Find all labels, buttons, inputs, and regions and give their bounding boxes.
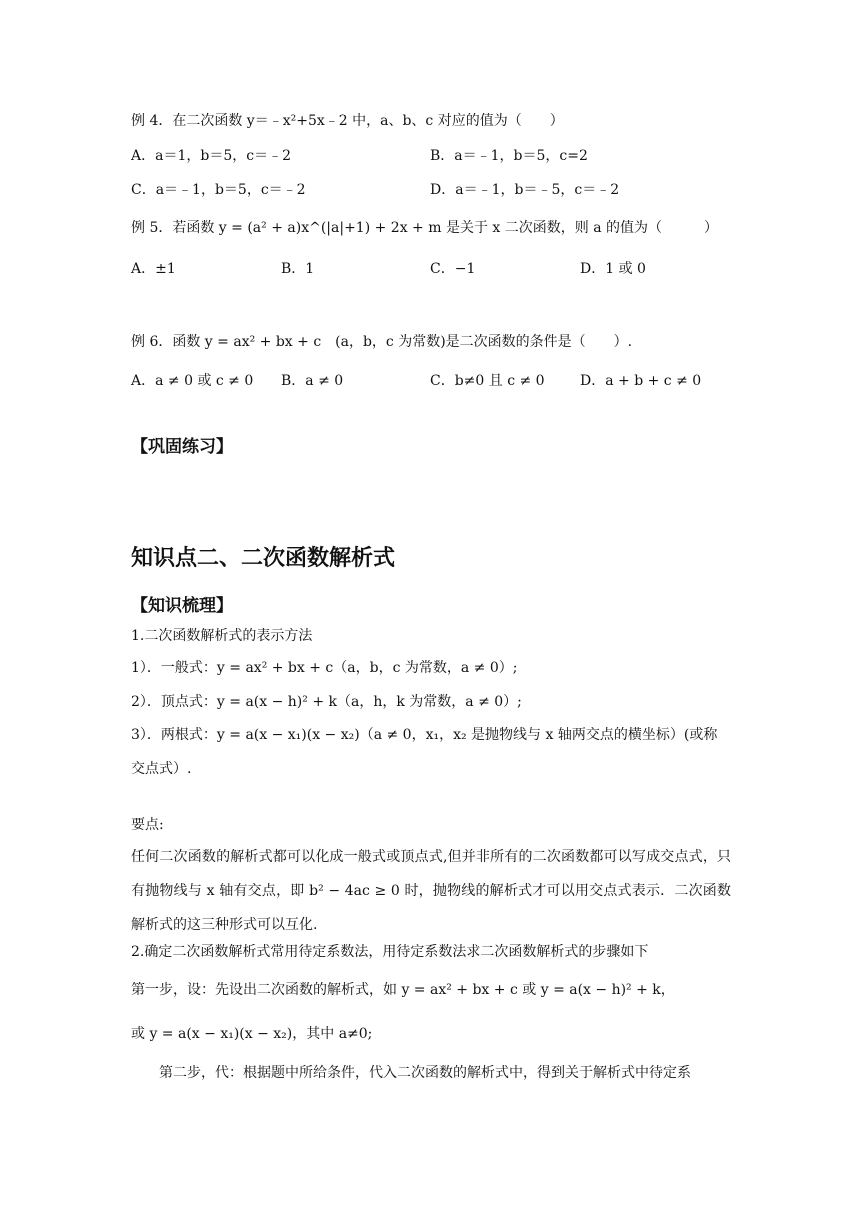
practice-heading: 【巩固练习】 bbox=[131, 437, 233, 457]
example-4-option-a: A．a＝1，b＝5，c＝﹣2 bbox=[131, 148, 291, 164]
example-5-option-d: D．1 或 0 bbox=[580, 261, 646, 277]
key-points-label: 要点: bbox=[131, 817, 164, 833]
step-1-line-1: 第一步，设：先设出二次函数的解析式，如 y = ax² + bx + c 或 y = a(x − h)² + k， bbox=[131, 982, 675, 998]
example-6-question: 例 6．函数 y = ax² + bx + c (a，b，c 为常数)是二次函数的条件是（ ）. bbox=[131, 334, 633, 350]
key-points-text: 任何二次函数的解析式都可以化成一般式或顶点式,但并非所有的二次函数都可以写成交点式，只有抛物线与 x 轴有交点，即 b² − 4ac ≥ 0 时，抛物线的解析式才可以用交点式表示．二次函数解析式的这三种形式可以互化. bbox=[131, 849, 731, 933]
item-1-vertex-form: 2）．顶点式：y = a(x − h)² + k（a，h，k 为常数，a ≠ 0）; bbox=[131, 694, 522, 710]
section-title: 知识点二、二次函数解析式 bbox=[131, 546, 396, 571]
example-4-option-d: D．a＝﹣1，b＝﹣5，c＝﹣2 bbox=[430, 182, 620, 198]
example-5-question: 例 5．若函数 y = (a² + a)x^(|a|+1) + 2x + m 是关于 x 二次函数，则 a 的值为（ ） bbox=[131, 220, 719, 236]
step-2-line: 第二步，代：根据题中所给条件，代入二次函数的解析式中，得到关于解析式中待定系 bbox=[145, 1065, 691, 1081]
example-4-question: 例 4．在二次函数 y＝﹣x²+5x﹣2 中，a、b、c 对应的值为（ ） bbox=[131, 113, 564, 129]
item-1-root-form-continued: 交点式）. bbox=[131, 761, 192, 777]
example-6-option-d: D．a + b + c ≠ 0 bbox=[580, 373, 702, 389]
example-4-option-c: C．a＝﹣1，b＝5，c＝﹣2 bbox=[131, 182, 306, 198]
example-4-option-b: B．a＝﹣1，b＝5，c=2 bbox=[430, 148, 588, 164]
item-1-heading: 1.二次函数解析式的表示方法 bbox=[131, 628, 313, 644]
example-6-option-a: A．a ≠ 0 或 c ≠ 0 bbox=[131, 373, 254, 389]
example-6-option-c: C．b≠0 且 c ≠ 0 bbox=[430, 373, 545, 389]
item-2-heading: 2.确定二次函数解析式常用待定系数法，用待定系数法求二次函数解析式的步骤如下 bbox=[131, 944, 649, 960]
summary-heading: 【知识梳理】 bbox=[131, 596, 233, 616]
item-1-root-form: 3）．两根式：y = a(x − x₁)(x − x₂)（a ≠ 0，x₁，x₂ 是抛物线与 x 轴两交点的横坐标）(或称 bbox=[131, 727, 718, 743]
example-5-option-b: B．1 bbox=[281, 261, 315, 277]
example-5-option-a: A．±1 bbox=[131, 261, 176, 277]
example-5-option-c: C．−1 bbox=[430, 261, 476, 277]
example-6-option-b: B．a ≠ 0 bbox=[281, 373, 344, 389]
item-1-general-form: 1）．一般式：y = ax² + bx + c（a，b，c 为常数，a ≠ 0）; bbox=[131, 660, 518, 676]
step-1-line-2: 或 y = a(x − x₁)(x − x₂)，其中 a≠0; bbox=[131, 1026, 373, 1042]
